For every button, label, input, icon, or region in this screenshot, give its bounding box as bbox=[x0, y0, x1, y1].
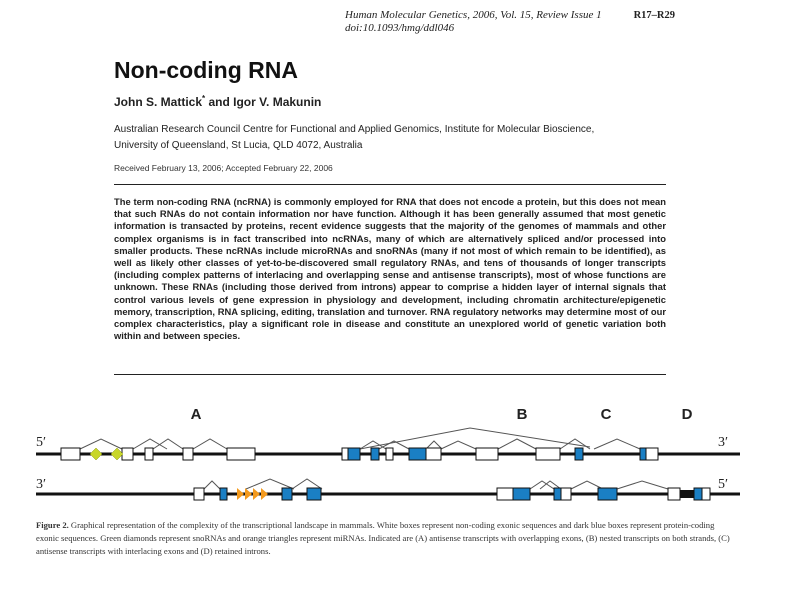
figure-label: Figure 2. bbox=[36, 520, 69, 530]
abstract-bottom-rule bbox=[114, 374, 666, 375]
coding-exon bbox=[554, 488, 561, 500]
mirna-triangle bbox=[237, 488, 244, 500]
noncoding-exon bbox=[702, 488, 710, 500]
coding-exon bbox=[282, 488, 292, 500]
mirna-triangle bbox=[261, 488, 268, 500]
noncoding-exon bbox=[145, 448, 153, 460]
noncoding-exon bbox=[668, 488, 680, 500]
noncoding-exon bbox=[497, 488, 513, 500]
coding-exon bbox=[598, 488, 617, 500]
mirna-triangle bbox=[245, 488, 252, 500]
noncoding-exon bbox=[646, 448, 658, 460]
snorna-diamond bbox=[111, 448, 123, 460]
coding-exon bbox=[348, 448, 360, 460]
coding-exon bbox=[694, 488, 702, 500]
received-dates: Received February 13, 2006; Accepted February 22, 2006 bbox=[114, 163, 333, 173]
coding-exon bbox=[575, 448, 583, 460]
mirna-triangle bbox=[253, 488, 260, 500]
affiliation-line-2: University of Queensland, St Lucia, QLD 4072, Australia bbox=[114, 140, 363, 151]
coding-exon bbox=[371, 448, 379, 460]
noncoding-exon bbox=[426, 448, 441, 460]
top-strand-5prime: 5′ bbox=[36, 435, 47, 450]
label-a: A bbox=[190, 406, 202, 423]
transcript-diagram bbox=[0, 398, 800, 518]
coding-exon bbox=[640, 448, 646, 460]
abstract: The term non-coding RNA (ncRNA) is commonly employed for RNA that does not encode a protein, but this does not mean that such RNAs do not contain information nor have function. Although it has been generally assumed that most genetic information is transacted by proteins, recent evidence suggests that the majority of the genomes of mammals and other complex organisms is in fact transcribed into ncRNAs, many of which are alternatively spliced and/or processed into smaller products. These ncRNAs include microRNAs and snoRNAs (many if not most of which remain to be identified), as well as likely other classes of yet-to-be-discovered small regulatory RNAs, and tens of thousands of longer transcripts (including complex patterns of interlacing and overlapping sense and antisense transcripts), most of whose functions are unknown. These RNAs (including those derived from introns) appear to comprise a hidden layer of internal signals that control various levels of gene expression in physiology and development, including chromatin architecture/epigenetic memory, transcription, RNA splicing, editing, translation and turnover. RNA regulatory networks may determine most of our complex characteristics, play a significant role in disease and constitute an unexplored world of genetic variation both within and between species. bbox=[114, 196, 666, 342]
coding-exon bbox=[513, 488, 530, 500]
label-d: D bbox=[681, 406, 693, 423]
noncoding-exon bbox=[227, 448, 255, 460]
noncoding-exon bbox=[194, 488, 204, 500]
affiliation-line-1: Australian Research Council Centre for Functional and Applied Genomics, Institute for Molecular Bioscience, bbox=[114, 124, 595, 135]
noncoding-exon bbox=[122, 448, 133, 460]
coding-exon bbox=[307, 488, 321, 500]
doi[interactable]: doi:10.1093/hmg/ddl046 bbox=[345, 22, 455, 34]
figure-caption bbox=[36, 519, 736, 558]
bottom-strand-3prime: 3′ bbox=[36, 477, 47, 492]
journal-header bbox=[345, 9, 675, 35]
noncoding-exon bbox=[536, 448, 560, 460]
author-line bbox=[114, 94, 321, 109]
bottom-strand-5prime: 5′ bbox=[718, 477, 729, 492]
top-strand-3prime: 3′ bbox=[718, 435, 729, 450]
retained-intron bbox=[680, 490, 694, 498]
caption-text: Graphical representation of the complexity of the transcriptional landscape in mammals. White boxes represent non-coding exonic sequences and dark blue boxes represent protein-coding exonic sequences. Green diamonds represent snoRNAs and orange triangles represent miRNAs. Indicated are (A) antisense transcripts with overlapping exons, (B) nested transcripts on both strands, (C) antisense transcripts with interlacing exons and (D) retained introns. bbox=[36, 520, 730, 556]
label-c: C bbox=[600, 406, 612, 423]
coding-exon bbox=[409, 448, 426, 460]
journal-citation: Human Molecular Genetics, 2006, Vol. 15, Review Issue 1 bbox=[345, 9, 602, 21]
page-range: R17–R29 bbox=[633, 10, 675, 21]
noncoding-exon bbox=[183, 448, 193, 460]
noncoding-exon bbox=[561, 488, 571, 500]
coding-exon bbox=[220, 488, 227, 500]
affiliation bbox=[114, 122, 674, 154]
corresponding-author-marker: * bbox=[202, 94, 206, 103]
label-b: B bbox=[516, 406, 528, 423]
author-makunin: and Igor V. Makunin bbox=[205, 95, 322, 109]
noncoding-exon bbox=[386, 448, 393, 460]
paper-title: Non-coding RNA bbox=[114, 57, 298, 83]
snorna-diamond bbox=[90, 448, 102, 460]
noncoding-exon bbox=[476, 448, 498, 460]
noncoding-exon bbox=[61, 448, 80, 460]
abstract-top-rule bbox=[114, 184, 666, 185]
author-mattick: John S. Mattick bbox=[114, 95, 203, 109]
